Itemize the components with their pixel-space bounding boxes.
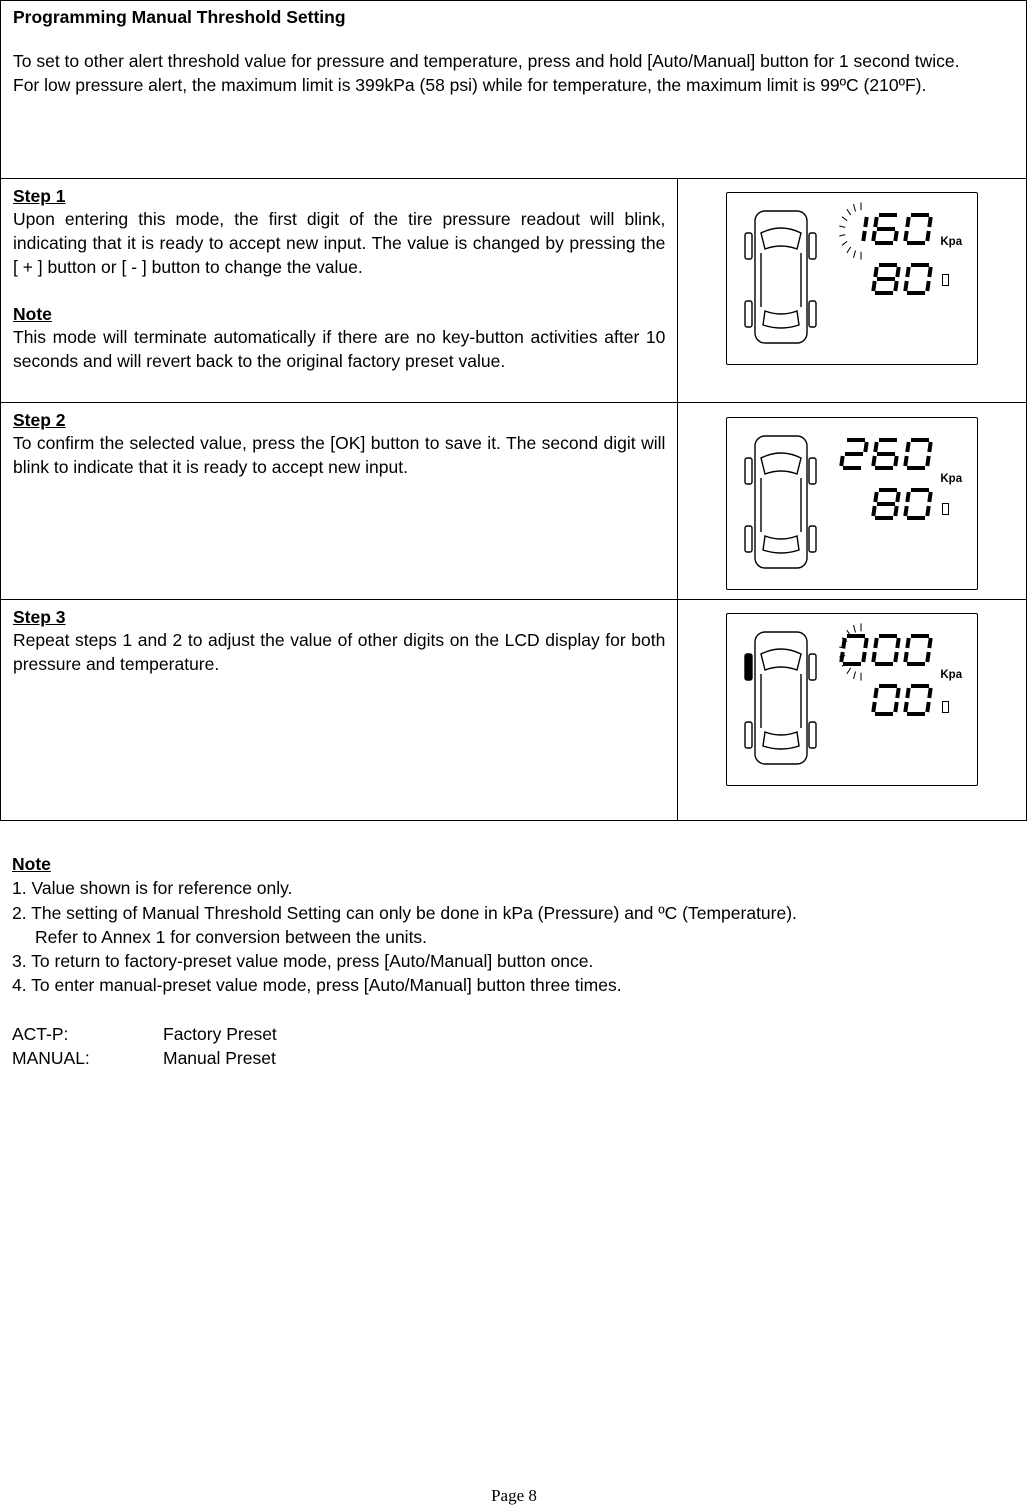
segment-f — [876, 267, 877, 277]
note-item: 4. To enter manual-preset value mode, press [Auto/Manual] button three times. — [12, 975, 622, 996]
segment-c — [928, 702, 929, 712]
lcd-digit — [906, 265, 931, 293]
pressure-unit-label: Kpa — [940, 473, 963, 485]
tire-icon — [809, 722, 816, 748]
segment-c — [928, 456, 929, 466]
segment-e — [906, 281, 907, 291]
lcd-display — [726, 417, 978, 590]
tire-icon — [745, 526, 752, 552]
car-icon — [745, 436, 816, 568]
temperature-unit-icon — [942, 274, 949, 286]
temperature-unit-icon — [942, 701, 949, 713]
page-number: Page 8 — [491, 1486, 537, 1505]
tire-icon — [745, 722, 752, 748]
note-item: 2. The setting of Manual Threshold Setting can only be done in kPa (Pressure) and ºC (Temperature). — [12, 902, 797, 923]
segment-f — [908, 442, 909, 452]
temperature-unit-icon — [942, 503, 949, 515]
segment-e — [842, 652, 843, 662]
segment-e — [906, 231, 907, 241]
segment-b — [930, 442, 931, 452]
preset-value: Factory Preset — [163, 1023, 277, 1044]
segment-b — [930, 688, 931, 698]
intro-paragraph-1: To set to other alert threshold value for pressure and temperature, press and hold [Auto/Manual] button for 1 second twice. — [13, 51, 960, 71]
step-1-note-body: This mode will terminate automatically if there are no key-button activities after 10 seconds and will revert back to the original factory preset value. — [13, 327, 666, 371]
tire-icon — [745, 654, 752, 680]
car-windshield — [761, 228, 801, 249]
tire-icon — [745, 458, 752, 484]
lcd-graphic — [727, 614, 977, 785]
segment-c — [928, 231, 929, 241]
tire-icon — [809, 233, 816, 259]
preset-row-manual — [12, 1046, 1012, 1070]
segment-c — [896, 456, 897, 466]
car-windshield — [761, 453, 801, 474]
car-rear-window — [763, 311, 799, 328]
segment-b — [898, 688, 899, 698]
segment-f — [876, 688, 877, 698]
lcd-digit — [906, 636, 931, 664]
lcd-display — [726, 192, 978, 365]
segment-f — [908, 217, 909, 227]
lcd-digit — [874, 215, 898, 243]
lcd-digit — [874, 440, 898, 468]
lcd-digit — [874, 490, 899, 518]
blink-ray — [840, 235, 846, 236]
segment-e — [906, 702, 907, 712]
note-item: 3. To return to factory-preset value mode, press [Auto/Manual] button once. — [12, 951, 594, 972]
segment-f — [908, 638, 909, 648]
blink-ray — [854, 251, 856, 258]
preset-key: ACT-P: — [12, 1023, 69, 1044]
segment-e — [874, 456, 875, 466]
segment-e — [874, 506, 875, 516]
lcd-display — [726, 613, 978, 786]
intro-cell — [1, 1, 1027, 179]
step-2-text-cell — [1, 403, 678, 600]
blink-ray — [847, 209, 851, 215]
segment-c — [896, 702, 897, 712]
segment-f — [876, 217, 877, 227]
preset-key: MANUAL: — [12, 1048, 90, 1069]
segment-b — [930, 638, 931, 648]
lcd-digit — [906, 440, 931, 468]
blink-ray — [842, 217, 847, 221]
car-rear-window — [763, 732, 799, 749]
note-item: 1. Value shown is for reference only. — [12, 878, 293, 899]
segment-c — [896, 652, 897, 662]
step-1-heading: Step 1 — [13, 186, 66, 206]
blink-ray — [854, 204, 856, 211]
intro-paragraph-2: For low pressure alert, the maximum limit is 399kPa (58 psi) while for temperature, the maximum limit is 99ºC (210ºF). — [13, 75, 927, 95]
car-icon — [745, 211, 816, 343]
segment-e — [842, 456, 843, 466]
segment-f — [844, 638, 845, 648]
segment-e — [874, 652, 875, 662]
lcd-digit — [874, 686, 899, 714]
step-3-text-cell — [1, 600, 678, 821]
step-2-image-cell — [678, 403, 1027, 600]
step-1-text-cell — [1, 179, 678, 403]
segment-e — [874, 702, 875, 712]
lcd-digit — [874, 265, 899, 293]
step-3-image-cell — [678, 600, 1027, 821]
lcd-digit — [874, 636, 899, 664]
segment-b — [866, 638, 867, 648]
segment-f — [908, 688, 909, 698]
car-windshield — [761, 649, 801, 670]
blink-ray — [854, 672, 856, 679]
tire-icon — [809, 526, 816, 552]
car-icon — [745, 632, 816, 764]
segment-b — [898, 492, 899, 502]
segment-b — [930, 492, 931, 502]
notes-heading: Note — [12, 854, 51, 874]
segment-f — [876, 638, 877, 648]
tire-icon — [809, 301, 816, 327]
segment-b — [930, 267, 931, 277]
pressure-unit-label: Kpa — [940, 669, 963, 681]
segment-e — [874, 231, 875, 241]
step-2-heading: Step 2 — [13, 410, 66, 430]
segment-c — [928, 281, 929, 291]
segment-b — [866, 217, 867, 227]
lcd-digit — [906, 215, 931, 243]
step-3-heading: Step 3 — [13, 607, 66, 627]
segment-e — [906, 456, 907, 466]
segment-c — [864, 231, 865, 241]
segment-f — [876, 492, 877, 502]
blink-ray — [842, 241, 847, 245]
lcd-digit — [864, 217, 867, 241]
segment-c — [864, 652, 865, 662]
blink-indicator — [840, 202, 862, 259]
car-rear-window — [763, 536, 799, 553]
tire-icon — [809, 654, 816, 680]
tire-icon — [745, 301, 752, 327]
page-title: Programming Manual Threshold Setting — [13, 7, 346, 27]
lcd-graphic — [727, 193, 977, 364]
blink-ray — [840, 226, 846, 227]
segment-b — [898, 638, 899, 648]
step-3-body: Repeat steps 1 and 2 to adjust the value of other digits on the LCD display for both pressure and temperature. — [13, 630, 666, 674]
segment-b — [866, 442, 867, 452]
preset-row-act-p — [12, 1022, 1012, 1046]
tire-icon — [809, 458, 816, 484]
lcd-digit — [842, 440, 867, 468]
step-2-body: To confirm the selected value, press the [OK] button to save it. The second digit will blink to indicate that it is ready to accept new input. — [13, 433, 666, 477]
segment-e — [874, 281, 875, 291]
blink-ray — [847, 247, 851, 253]
lcd-digit — [906, 490, 931, 518]
segment-e — [906, 652, 907, 662]
preset-value: Manual Preset — [163, 1048, 276, 1069]
lcd-digit — [842, 636, 867, 664]
pressure-unit-label: Kpa — [940, 236, 963, 248]
segment-b — [930, 217, 931, 227]
tire-icon — [745, 233, 752, 259]
step-1-note-heading: Note — [13, 304, 52, 324]
segment-b — [898, 267, 899, 277]
segment-c — [896, 281, 897, 291]
segment-c — [928, 652, 929, 662]
segment-c — [896, 231, 897, 241]
segment-c — [896, 506, 897, 516]
segment-c — [928, 506, 929, 516]
lcd-graphic — [727, 418, 977, 589]
segment-f — [908, 492, 909, 502]
step-1-body: Upon entering this mode, the first digit of the tire pressure readout will blink, indicating that it is ready to accept new input. The value is changed by pressing the [ + ] button or [ - ] button to change the value. — [13, 209, 666, 277]
note-item: Refer to Annex 1 for conversion between the units. — [35, 926, 428, 947]
step-1-image-cell — [678, 179, 1027, 403]
segment-f — [876, 442, 877, 452]
blink-ray — [854, 625, 856, 632]
lcd-digit — [906, 686, 931, 714]
blink-ray — [847, 668, 851, 674]
notes-section — [12, 852, 1012, 1070]
segment-e — [906, 506, 907, 516]
segment-f — [908, 267, 909, 277]
